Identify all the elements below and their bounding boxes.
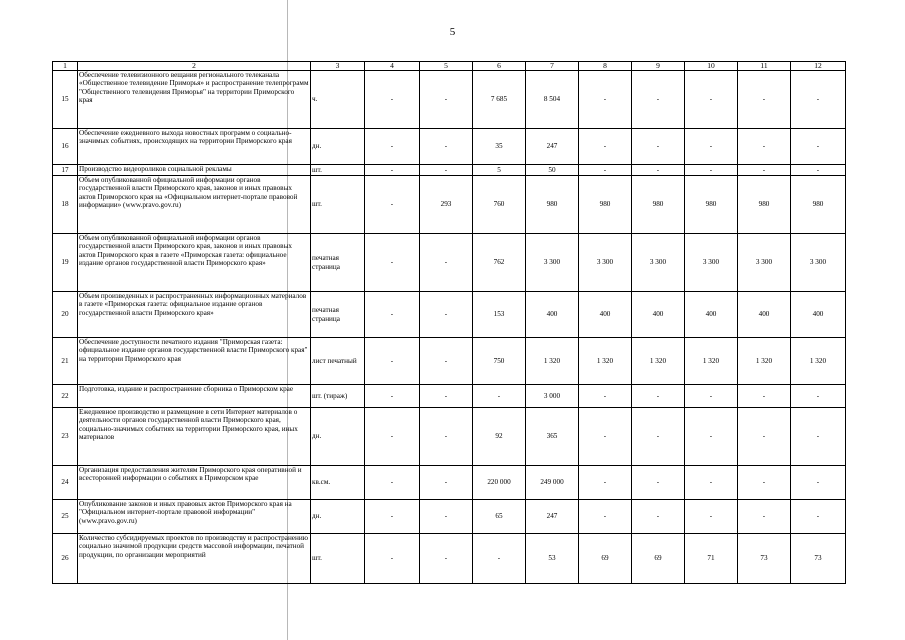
table-row: [53, 176, 846, 234]
value-col-7: 50: [526, 165, 579, 176]
value-col-9: 69: [632, 534, 685, 584]
indicator-name: Обеспечение ежедневного выхода новостных программ о социально-значимых событиях, происходящих на территории Приморского края: [78, 129, 311, 165]
table-row: [53, 71, 846, 129]
value-col-5: -: [420, 71, 473, 129]
value-col-6: 5: [473, 165, 526, 176]
value-col-4: -: [365, 385, 420, 408]
header-cell: 11: [738, 62, 791, 71]
value-col-10: -: [685, 500, 738, 534]
indicator-name: Обеспечение телевизионного вещания регионального телеканала «Общественное телевидение Приморья» и распространение телепрограмм "Общественного телевидения Приморья" на территории Приморского края: [78, 71, 311, 129]
value-col-11: -: [738, 165, 791, 176]
value-col-11: -: [738, 500, 791, 534]
value-col-8: 69: [579, 534, 632, 584]
value-col-10: -: [685, 71, 738, 129]
value-col-7: 249 000: [526, 466, 579, 500]
unit: кв.см.: [311, 466, 365, 500]
value-col-12: 400: [791, 292, 846, 338]
value-col-12: -: [791, 466, 846, 500]
indicators-table: [52, 61, 846, 584]
value-col-5: -: [420, 129, 473, 165]
header-cell: 6: [473, 62, 526, 71]
unit: печатная страница: [311, 292, 365, 338]
value-col-8: -: [579, 408, 632, 466]
value-col-8: -: [579, 165, 632, 176]
value-col-10: 71: [685, 534, 738, 584]
value-col-12: 980: [791, 176, 846, 234]
header-cell: 3: [311, 62, 365, 71]
value-col-11: 400: [738, 292, 791, 338]
table-body: [53, 62, 846, 584]
row-number: 22: [53, 385, 78, 408]
value-col-12: -: [791, 385, 846, 408]
indicator-name: Производство видеороликов социальной рекламы: [78, 165, 311, 176]
value-col-4: -: [365, 176, 420, 234]
value-col-11: 73: [738, 534, 791, 584]
value-col-6: -: [473, 385, 526, 408]
value-col-12: -: [791, 129, 846, 165]
value-col-4: -: [365, 408, 420, 466]
value-col-5: -: [420, 234, 473, 292]
unit: шт.: [311, 534, 365, 584]
value-col-6: 762: [473, 234, 526, 292]
value-col-4: -: [365, 71, 420, 129]
value-col-11: -: [738, 129, 791, 165]
table-row: [53, 466, 846, 500]
value-col-10: -: [685, 408, 738, 466]
value-col-7: 3 000: [526, 385, 579, 408]
unit: ч.: [311, 71, 365, 129]
header-cell: 1: [53, 62, 78, 71]
value-col-12: -: [791, 408, 846, 466]
value-col-7: 53: [526, 534, 579, 584]
value-col-8: -: [579, 129, 632, 165]
row-number: 15: [53, 71, 78, 129]
indicator-name: Объем опубликованной официальной информации органов государственной власти Приморского края, законов и иных правовых актов Приморского края на «Официальном интернет-портале правовой информации» (www.pravo.gov.ru): [78, 176, 311, 234]
value-col-11: -: [738, 466, 791, 500]
row-number: 20: [53, 292, 78, 338]
value-col-10: -: [685, 466, 738, 500]
unit: дн.: [311, 129, 365, 165]
row-number: 24: [53, 466, 78, 500]
value-col-9: -: [632, 500, 685, 534]
value-col-8: 1 320: [579, 338, 632, 385]
value-col-4: -: [365, 338, 420, 385]
row-number: 23: [53, 408, 78, 466]
indicator-name: Количество субсидируемых проектов по производству и распространению социально значимой продукции средств массовой информации, печатной продукции, по организации мероприятий: [78, 534, 311, 584]
value-col-9: -: [632, 71, 685, 129]
unit: дн.: [311, 500, 365, 534]
row-number: 16: [53, 129, 78, 165]
value-col-5: 293: [420, 176, 473, 234]
value-col-7: 3 300: [526, 234, 579, 292]
value-col-7: 247: [526, 500, 579, 534]
value-col-9: -: [632, 408, 685, 466]
header-cell: 8: [579, 62, 632, 71]
row-number: 18: [53, 176, 78, 234]
value-col-12: 73: [791, 534, 846, 584]
value-col-4: -: [365, 534, 420, 584]
value-col-6: 65: [473, 500, 526, 534]
value-col-5: -: [420, 338, 473, 385]
header-cell: 12: [791, 62, 846, 71]
table-row: [53, 534, 846, 584]
value-col-12: 3 300: [791, 234, 846, 292]
value-col-4: -: [365, 500, 420, 534]
page-number: 5: [449, 26, 456, 38]
value-col-6: 153: [473, 292, 526, 338]
value-col-9: -: [632, 129, 685, 165]
value-col-5: -: [420, 534, 473, 584]
value-col-12: -: [791, 165, 846, 176]
value-col-11: -: [738, 408, 791, 466]
unit: шт.: [311, 165, 365, 176]
value-col-5: -: [420, 165, 473, 176]
value-col-10: 980: [685, 176, 738, 234]
value-col-9: 3 300: [632, 234, 685, 292]
header-cell: 7: [526, 62, 579, 71]
value-col-5: -: [420, 385, 473, 408]
value-col-5: -: [420, 292, 473, 338]
value-col-5: -: [420, 408, 473, 466]
table-row: [53, 234, 846, 292]
header-row: [53, 62, 846, 71]
value-col-4: -: [365, 129, 420, 165]
header-cell: 10: [685, 62, 738, 71]
value-col-8: -: [579, 500, 632, 534]
value-col-9: -: [632, 466, 685, 500]
value-col-11: -: [738, 71, 791, 129]
row-number: 19: [53, 234, 78, 292]
header-cell: 9: [632, 62, 685, 71]
header-cell: 2: [78, 62, 311, 71]
indicator-name: Опубликование законов и иных правовых актов Приморского края на "Официальном интернет-портале правовой информации" (www.pravo.gov.ru): [78, 500, 311, 534]
value-col-9: -: [632, 385, 685, 408]
value-col-10: -: [685, 129, 738, 165]
indicator-name: Объем произведенных и распространенных информационных материалов в газете «Приморская газета: официальное издание органов государственной власти Приморского края»: [78, 292, 311, 338]
unit: шт. (тираж): [311, 385, 365, 408]
value-col-9: -: [632, 165, 685, 176]
unit: печатная страница: [311, 234, 365, 292]
value-col-11: 980: [738, 176, 791, 234]
unit: дн.: [311, 408, 365, 466]
value-col-9: 980: [632, 176, 685, 234]
row-number: 17: [53, 165, 78, 176]
indicator-name: Ежедневное производство и размещение в сети Интернет материалов о деятельности органов государственной власти Приморского края, социально-значимых событиях на территории Приморского края, иных материалов: [78, 408, 311, 466]
value-col-8: -: [579, 466, 632, 500]
value-col-4: -: [365, 165, 420, 176]
value-col-7: 8 504: [526, 71, 579, 129]
value-col-9: 400: [632, 292, 685, 338]
row-number: 21: [53, 338, 78, 385]
value-col-7: 365: [526, 408, 579, 466]
value-col-6: 92: [473, 408, 526, 466]
value-col-12: -: [791, 500, 846, 534]
value-col-6: 760: [473, 176, 526, 234]
indicator-name: Организация предоставления жителям Приморского края оперативной и всесторонней информации о событиях в Приморском крае: [78, 466, 311, 500]
value-col-12: 1 320: [791, 338, 846, 385]
value-col-10: -: [685, 165, 738, 176]
value-col-7: 247: [526, 129, 579, 165]
value-col-6: -: [473, 534, 526, 584]
value-col-10: 1 320: [685, 338, 738, 385]
value-col-12: -: [791, 71, 846, 129]
value-col-4: -: [365, 466, 420, 500]
value-col-8: 400: [579, 292, 632, 338]
value-col-11: 3 300: [738, 234, 791, 292]
value-col-11: 1 320: [738, 338, 791, 385]
value-col-5: -: [420, 466, 473, 500]
value-col-7: 1 320: [526, 338, 579, 385]
indicator-name: Объем опубликованной официальной информации органов государственной власти Приморского края, законов и иных правовых актов Приморского края в газете «Приморская газета: официальное издание органов государственной власти Приморского края»: [78, 234, 311, 292]
value-col-4: -: [365, 292, 420, 338]
value-col-9: 1 320: [632, 338, 685, 385]
table-row: [53, 500, 846, 534]
value-col-7: 400: [526, 292, 579, 338]
table-row: [53, 165, 846, 176]
value-col-5: -: [420, 500, 473, 534]
header-cell: 4: [365, 62, 420, 71]
value-col-8: 980: [579, 176, 632, 234]
indicator-name: Подготовка, издание и распространение сборника о Приморском крае: [78, 385, 311, 408]
value-col-4: -: [365, 234, 420, 292]
value-col-10: -: [685, 385, 738, 408]
table-row: [53, 292, 846, 338]
header-cell: 5: [420, 62, 473, 71]
value-col-6: 35: [473, 129, 526, 165]
value-col-8: -: [579, 71, 632, 129]
table-row: [53, 338, 846, 385]
row-number: 25: [53, 500, 78, 534]
value-col-6: 7 685: [473, 71, 526, 129]
value-col-8: 3 300: [579, 234, 632, 292]
indicator-name: Обеспечение доступности печатного издания "Приморская газета: официальное издание органов государственной власти Приморского края" на территории Приморского края: [78, 338, 311, 385]
value-col-6: 750: [473, 338, 526, 385]
unit: шт.: [311, 176, 365, 234]
unit: лист печатный: [311, 338, 365, 385]
value-col-11: -: [738, 385, 791, 408]
value-col-7: 980: [526, 176, 579, 234]
value-col-6: 220 000: [473, 466, 526, 500]
table-row: [53, 408, 846, 466]
table-row: [53, 129, 846, 165]
value-col-10: 400: [685, 292, 738, 338]
value-col-8: -: [579, 385, 632, 408]
row-number: 26: [53, 534, 78, 584]
value-col-10: 3 300: [685, 234, 738, 292]
table-row: [53, 385, 846, 408]
